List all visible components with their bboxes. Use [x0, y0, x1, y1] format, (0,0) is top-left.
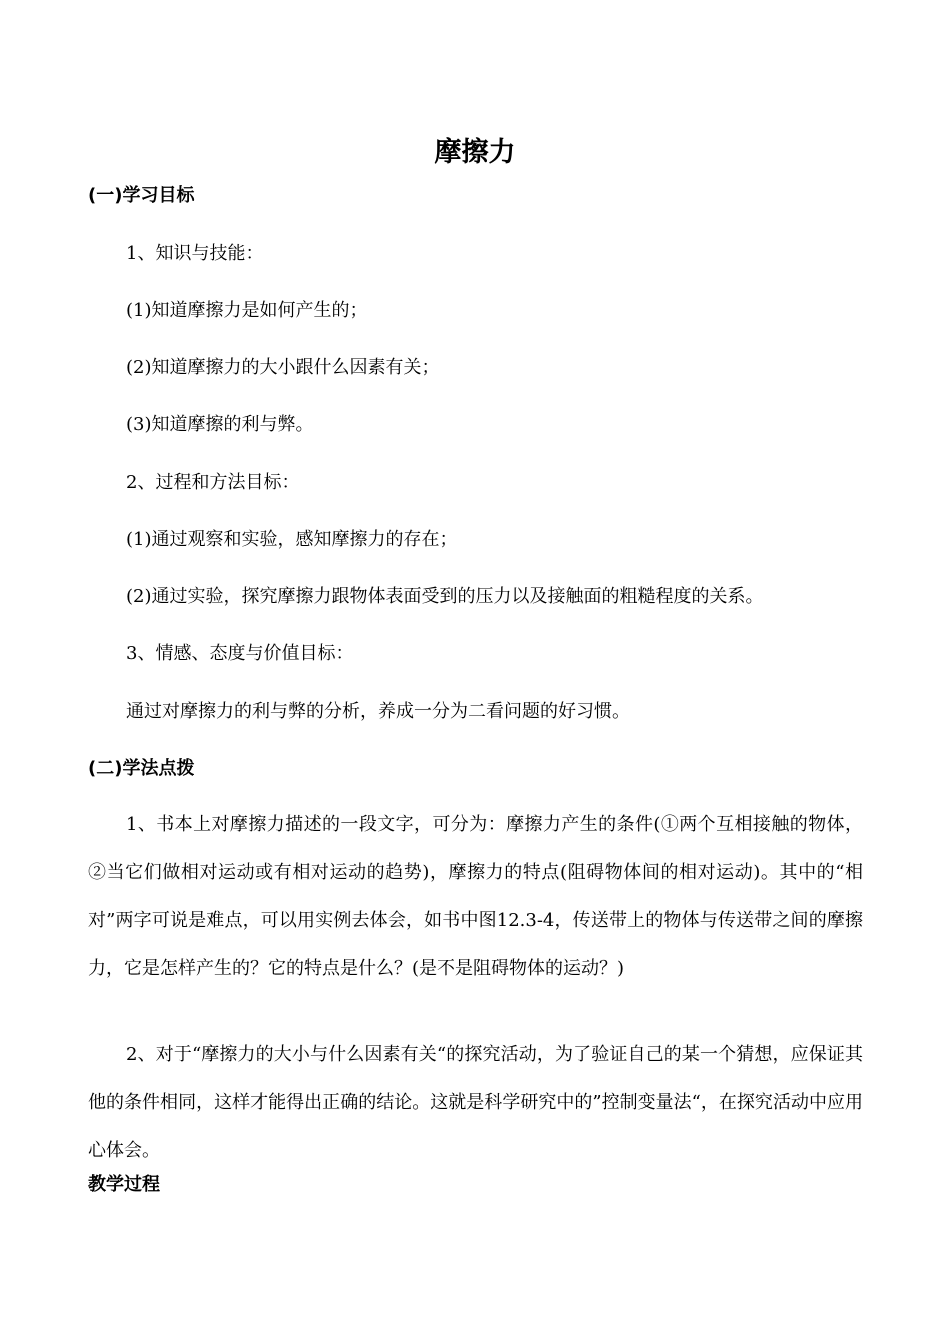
goal-line: 1、知识与技能：: [126, 243, 264, 264]
goal-line: 2、过程和方法目标：: [126, 472, 300, 493]
goal-line: (3)知道摩擦的利与弊。: [126, 414, 314, 435]
goal-line: (1)知道摩擦力是如何产生的；: [126, 300, 368, 321]
goal-line: (2)知道摩擦力的大小跟什么因素有关；: [126, 357, 440, 378]
section-heading-study-tips: (二)学法点拨: [88, 758, 195, 779]
goal-line: 3、情感、态度与价值目标：: [126, 643, 354, 664]
goal-line: 通过对摩擦力的利与弊的分析，养成一分为二看问题的好习惯。: [126, 701, 630, 722]
section-heading-teaching-process: 教学过程: [88, 1174, 160, 1195]
study-tip-paragraph: 1、书本上对摩擦力描述的一段文字，可分为：摩擦力产生的条件(①两个互相接触的物体，②当它们做相对运动或有相对运动的趋势)，摩擦力的特点(阻碍物体间的相对运动)。其中的“相对”两字可说是难点，可以用实例去体会，如书中图12.3-4，传送带上的物体与传送带之间的摩擦力，它是怎样产生的？它的特点是什么？(是不是阻碍物体的运动？): [88, 814, 863, 979]
study-tip-paragraph: 2、对于“摩擦力的大小与什么因素有关“的探究活动，为了验证自己的某一个猜想，应保证其他的条件相同，这样才能得出正确的结论。这就是科学研究中的”控制变量法“，在探究活动中应用心体会。: [88, 1044, 863, 1161]
section-heading-learning-goals: (一)学习目标: [88, 185, 195, 206]
goal-line: (2)通过实验，探究摩擦力跟物体表面受到的压力以及接触面的粗糙程度的关系。: [126, 586, 764, 607]
document-title: 摩擦力: [434, 137, 516, 168]
goal-line: (1)通过观察和实验，感知摩擦力的存在；: [126, 529, 458, 550]
